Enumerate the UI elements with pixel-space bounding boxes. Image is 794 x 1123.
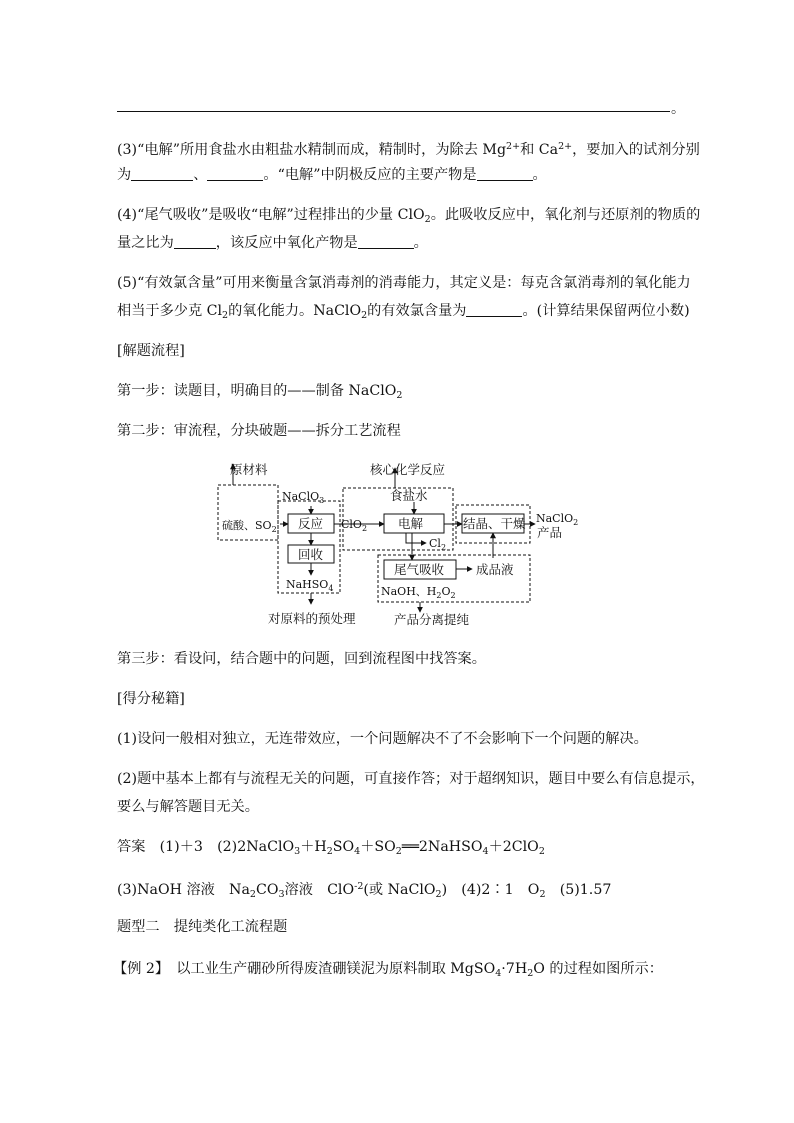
label-cl2: $Cl_2$	[429, 537, 447, 552]
answer-blank[interactable]	[207, 166, 263, 181]
end-period: 。	[671, 101, 685, 117]
answer-blank[interactable]	[131, 166, 193, 181]
answer-blank-line	[117, 111, 670, 112]
label-naoh-h2o2: NaOH、$H_2O_2$	[381, 585, 456, 600]
tip-2-line-2: 要么与解答题目无关。	[117, 799, 259, 815]
answer-blank[interactable]	[477, 166, 533, 181]
label-nahso4: NaHSO$_4$	[286, 578, 334, 593]
question-3-line-1: (3)“电解”所用食盐水由粗盐水精制而成，精制时，为除去 $Mg^{2+}$和 $Ca^{2+}$，要加入的试剂分别	[117, 141, 700, 158]
label-finished-liquid: 成品液	[476, 562, 514, 577]
question-5-line-1: (5)“有效氯含量”可用来衡量含氯消毒剂的消毒能力，其定义是：每克含氯消毒剂的氧化能力	[117, 275, 691, 291]
label-crystal-dry: 结晶、干燥	[463, 516, 526, 531]
step-3: 第三步：看设问，结合题中的问题，回到流程图中找答案。	[117, 651, 486, 667]
label-electrolysis: 电解	[398, 516, 424, 531]
label-raw-material: 原材料	[230, 462, 268, 477]
label-clo2: ClO$_2$	[341, 518, 368, 533]
answer-blank[interactable]	[174, 234, 216, 249]
question-5-line-2: 相当于多少克 $Cl_2$的氧化能力。NaClO$_2$的有效氯含量为 。(计算结果保留两位小数)	[117, 303, 690, 321]
label-product: 产品	[537, 525, 563, 540]
answer-line-2: (3)NaOH 溶液 $Na_2CO_3$溶液 ClO$^{-2}$(或 NaClO$_2$) (4)2∶1 $O_2$ (5)1.57	[117, 881, 612, 900]
question-4-line-1: (4)“尾气吸收”是吸收“电解”过程排出的少量 ClO$_2$。此吸收反应中，氧化剂与还原剂的物质的	[117, 207, 701, 225]
label-tail-gas: 尾气吸收	[394, 562, 445, 577]
type-2-heading: 题型二 提纯类化工流程题	[117, 919, 288, 935]
label-naclo3: NaClO$_3$	[282, 490, 325, 505]
label-pretreat: 对原料的预处理	[268, 611, 356, 626]
label-separation: 产品分离提纯	[394, 612, 470, 627]
answer-line-1: 答案 (1)＋3 $(2)2NaClO_3+H_2SO_4+SO_2══2NaHSO_4+2ClO_2$	[117, 839, 545, 857]
step-2: 第二步：审流程，分块破题——拆分工艺流程	[117, 423, 401, 439]
label-reaction: 反应	[298, 516, 324, 531]
process-flow-diagram	[200, 458, 600, 633]
question-3-line-2: 为 、 。“电解”中阴极反应的主要产物是 。	[117, 167, 547, 183]
answer-blank[interactable]	[466, 302, 522, 317]
label-acid-so2: 硫酸、$SO_2$	[222, 519, 277, 534]
tip-2-line-1: (2)题中基本上都有与流程无关的问题，可直接作答；对于超纲知识，题目中要么有信息提示，	[117, 771, 705, 787]
step-1: 第一步：读题目，明确目的——制备 NaClO$_2$	[117, 383, 403, 401]
label-product-formula: NaClO$_2$	[536, 512, 579, 527]
tips-heading: [得分秘籍]	[117, 691, 185, 707]
label-recovery: 回收	[298, 547, 324, 562]
question-4-line-2: 量之比为 ，该反应中氧化产物是 。	[117, 235, 428, 251]
process-heading: [解题流程]	[117, 343, 185, 359]
label-brine: 食盐水	[390, 488, 428, 503]
answer-blank[interactable]	[358, 234, 414, 249]
label-core-reaction: 核心化学反应	[370, 462, 446, 477]
tip-1: (1)设问一般相对独立，无连带效应，一个问题解决不了不会影响下一个问题的解决。	[117, 731, 648, 747]
arrow-to-cl2	[406, 533, 426, 543]
example-2: 【例 2】 以工业生产硼砂所得废渣硼镁泥为原料制取 $MgSO_4\cdot 7H_2O$ 的过程如图所示：	[113, 961, 663, 979]
